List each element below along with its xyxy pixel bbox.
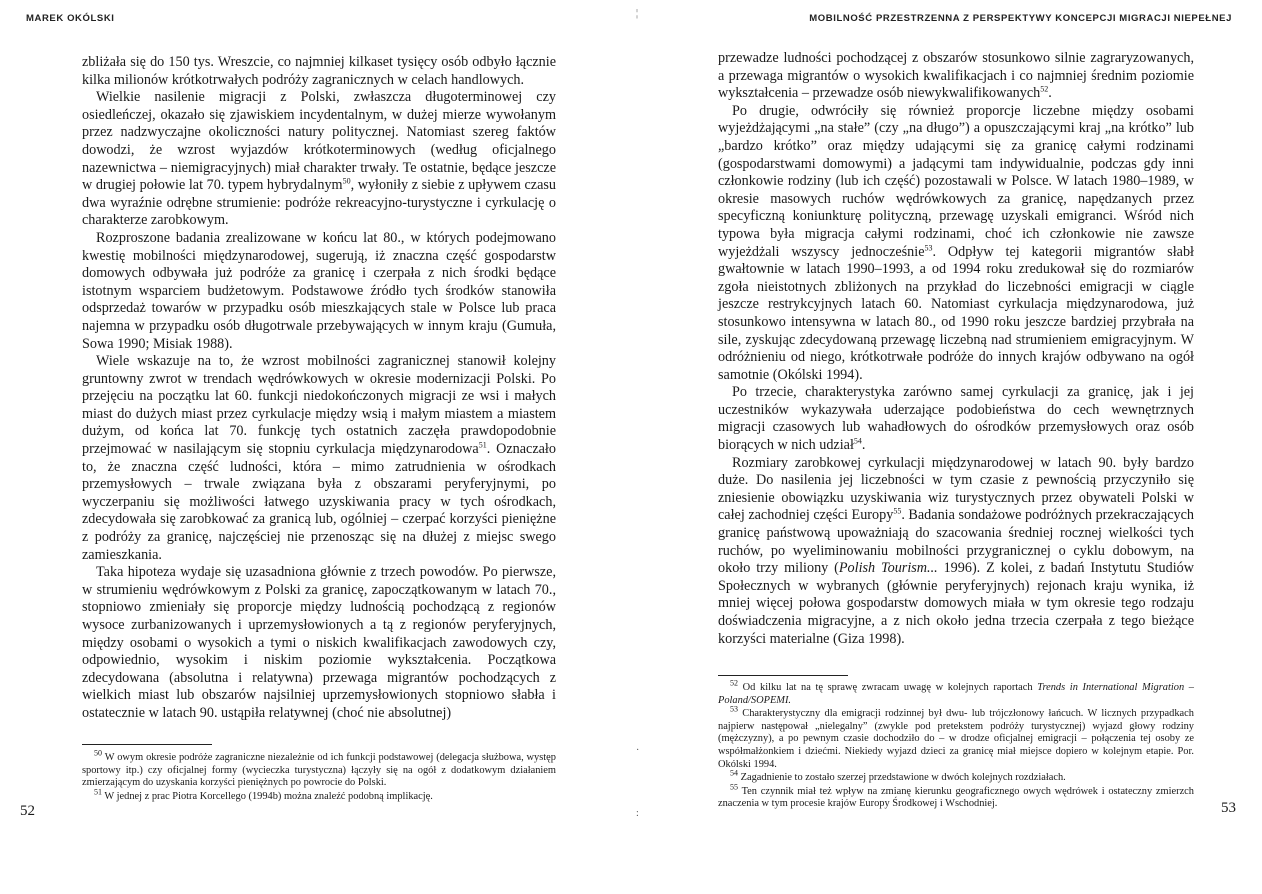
paragraph: Po trzecie, charakterystyka zarówno samej cyrkulacji za granicę, jak i jej uczestników wykazywała uderzające podobieństwa do cech wewnętrznych migracji czasowych lub wahadłowych do ośrodków przemysłowych oraz osób biorących w nich udział$^{54}$. [718, 384, 1194, 454]
gutter-mark: : [636, 808, 639, 819]
running-header-left: MAREK OKÓLSKI [26, 13, 115, 24]
left-footnotes [82, 748, 556, 804]
right-page [632, 0, 1262, 894]
paragraph: Taka hipoteza wydaje się uzasadniona głównie z trzech powodów. Po pierwsze, w strumieniu wędrówkowym z Polski za granicę, zapoczątkowanym w latach 70., stopniowo zmieniały się proporcje między ludnością pochodzącą z regionów wysoce zurbanizowanych i uprzemysłowionych a tą z regionów peryferyjnych, między osobami o wysokich a tymi o niskich kwalifikacjach zawodowych czy, odpowiednio, wysokim i niskim poziomie wykształcenia. Początkowa zdecydowana (absolutna i relatywna) przewaga migrantów pochodzących z wielkich miast lub obszarów najsilniej uprzemysłowionych stopniowo słabła i ostatecznie w latach 90. ustąpiła relatywnej (choć nie absolutnej) [82, 564, 556, 721]
gutter-mark: ¦ [636, 8, 639, 19]
right-footnotes [718, 678, 1194, 812]
footnote-ref[interactable]: 52 [1040, 84, 1049, 94]
paragraph: Wiele wskazuje na to, że wzrost mobilności zagranicznej stanowił kolejny gruntowny zwrot w trendach wędrówkowych w okresie modernizacji Polski. Po przejęciu na początku lat 60. funkcji niedokończonych migracji ze wsi i małych miast do dużych miast przez cyrkulacje między wsią i małym miastem a miastem dużym, od końca lat 70. funkcję tych ostatnich zaczęła prawdopodobnie przejmować w nasilającym się stopniu cyrkulacja międzynarodowa$^{51}$. Oznaczało to, że znaczna część ludności, która – mimo zatrudnienia w ośrodkach przemysłowych – trwale związana była z obszarami peryferyjnymi, po wyczerpaniu się możliwości łatwego uzyskiwania pracy w tych ośrodkach, zdecydowała się zarobkować za granicą lub, ogólniej – czerpać korzyści pieniężne z podróży za granicę, najczęściej nie przenosząc się na dłużej z miejsc swego zamieszkania. [82, 353, 556, 563]
footnote-divider [82, 744, 212, 745]
page-number-left: 52 [20, 803, 35, 819]
footnote-ref[interactable]: 55 [893, 506, 902, 516]
footnote-divider [718, 675, 848, 676]
right-body-text [718, 50, 1194, 648]
footnote: $^{51}$ W jednej z prac Piotra Korcellego (1994b) można znaleźć podobną implikację. [94, 787, 433, 802]
footnote-ref[interactable]: 51 [478, 440, 487, 450]
paragraph: zbliżała się do 150 tys. Wreszcie, co najmniej kilkaset tysięcy osób odbyło łącznie kilka milionów krótkotrwałych podróży zagranicznych w celach handlowych. [82, 54, 556, 88]
paragraph: Rozproszone badania zrealizowane w końcu lat 80., w których podejmowano kwestię mobilności międzynarodowej, sugerują, iż znaczna część gospodarstw domowych odbywała już podróże za granicę i czerpała z nich środki będące istotnym wsparciem budżetowym. Podstawowe źródło tych środków stanowiła odsprzedaż towarów w przypadku osób mieszkających stale w Polsce lub praca najemna w przypadku osób długotrwale przebywających w innym kraju (Gumuła, Sowa 1990; Misiak 1988). [82, 229, 556, 352]
paragraph: Po drugie, odwróciły się również proporcje liczebne między osobami wyjeżdżającymi „na stałe” (czy „na długo”) a opuszczającymi kraj „na krótko” lub „bardzo krótko” oraz między udającymi się za granicę całymi rodzinami (gospodarstwami domowymi) a jadącymi tam indywidualnie, podczas gdy inni członkowie rodziny (lub ich część) pozostawali w Polsce. W latach 1980–1989, w okresie masowych ruchów wędrówkowych za granicę, napędzanych przez specyficzną koniunkturę polityczną, przewagę uzyskali emigranci. Wśród nich typowa była migracja całymi rodzinami, choć ich członkowie nie zawsze wyjeżdżali wszyscy jednocześnie$^{53}$. Odpływ tej kategorii migrantów słabł gwałtownie w latach 1990–1993, a od 1994 roku zredukował się do rozmiarów zgoła nieistotnych zbliżonych na przykład do liczebności emigracji w ciągle jeszcze restrykcyjnych latach 60. Natomiast cyrkulacja międzynarodowa, już stosunkowo intensywna w latach 80., od 1990 roku jeszcze bardziej przybrała na sile, zyskując zdecydowaną przewagę liczebną nad strumieniem emigracyjnym. W odróżnieniu od niego, krótkotrwałe podróże do innych krajów odbywano na ogół samotnie (Okólski 1994). [718, 102, 1194, 383]
paragraph: Rozmiary zarobkowej cyrkulacji międzynarodowej w latach 90. były bardzo duże. Do nasilenia jej liczebności w tym czasie z pewnością przyczyniło się zniesienie obowiązku uzyskiwania wiz turystycznych przez obywateli Polski w całej zachodniej części Europy$^{55}$. Badania sondażowe podróżnych przekraczających granicę państwową upoważniają do szacowania średniej rocznej wielkości tych ruchów, po wyeliminowaniu mobilności przygranicznej o cyklu dobowym, na około trzy miliony (Polish Tourism... 1996). Z kolei, z badań Instytutu Studiów Społecznych w wybranych (głównie peryferyjnych) rejonach kraju wynika, iż mniej więcej połowa gospodarstw domowych miała w tym okresie tego rodzaju doświadczenia migracyjne, a z nich około jedna trzecia czerpała z tego bieżące korzyści materialne (Giza 1998). [718, 454, 1195, 647]
paragraph: Wielkie nasilenie migracji z Polski, zwłaszcza długoterminowej czy osiedleńczej, okazało się zjawiskiem incydentalnym, w dużej mierze wywołanym przez nadzwyczajne okoliczności natury politycznej. Natomiast szereg faktów dowodzi, że wzrost wyjazdów krótkoterminowych (według oficjalnego nazewnictwa – niemigracyjnych) miał charakter trwały. Te ostatnie, będące jeszcze w drugiej połowie lat 70. typem hybrydalnym$^{50}$, wyłoniły z siebie z upływem czasu dwa wyraźnie odrębne strumienie: podróże rekreacyjno-turystyczne i cyrkulację o charakterze zarobkowym. [82, 89, 556, 229]
running-header-right: MOBILNOŚĆ PRZESTRZENNA Z PERSPEKTYWY KONCEPCJI MIGRACJI NIEPEŁNEJ [809, 13, 1232, 24]
page-number-right: 53 [1221, 800, 1236, 816]
footnote-ref[interactable]: 54 [853, 436, 862, 446]
footnote: $^{52}$ Od kilku lat na tę sprawę zwracam uwagę w kolejnych raportach Trends in International Migration – Poland/SOPEMI. [718, 678, 1194, 706]
footnote: $^{53}$ Charakterystyczny dla emigracji rodzinnej był dwu- lub trójczłonowy łańcuch. W licznych przypadkach najpierw następował „nielegalny” (zwykle pod pretekstem podróży turystycznej) wyjazd głowy rodziny (mężczyzny), a po pewnym czasie dochodziło do – w drodze oficjalnej emigracji – połączenia tej osoby ze współmałżonkiem i dziećmi. Niekiedy wyjazd dzieci za granicę miał miejsce dopiero w kolejnym etapie. Por. Okólski 1994. [718, 704, 1194, 770]
footnote: $^{50}$ W owym okresie podróże zagraniczne niezależnie od ich funkcji podstawowej (delegacja służbowa, występ sportowy itp.) czy oficjalnej formy (wycieczka turystyczna) łączyły się na ogół z dodatkowym działaniem zmierzającym do uzyskania korzyści pieniężnych po powrocie do Polski. [82, 748, 556, 789]
footnote: $^{55}$ Ten czynnik miał też wpływ na zmianę kierunku geograficznego owych wędrówek i ostateczny zmierzch znaczenia w tym procesie krajów Europy Środkowej i Wschodniej. [718, 782, 1194, 810]
footnote: $^{54}$ Zagadnienie to zostało szerzej przedstawione w dwóch kolejnych rozdziałach. [730, 768, 1066, 784]
footnote-ref[interactable]: 50 [342, 176, 351, 186]
left-page [0, 0, 630, 894]
paragraph: przewadze ludności pochodzącej z obszarów stosunkowo silnie zagraryzowanych, a przewaga migrantów o wysokich kwalifikacjach i co najmniej średnim poziomie wykształcenia – przewadze osób niewykwalifikowanych$^{52}$. [718, 50, 1194, 102]
gutter-mark: · [636, 745, 640, 756]
left-body-text [82, 54, 556, 723]
footnote-ref[interactable]: 53 [924, 242, 933, 252]
